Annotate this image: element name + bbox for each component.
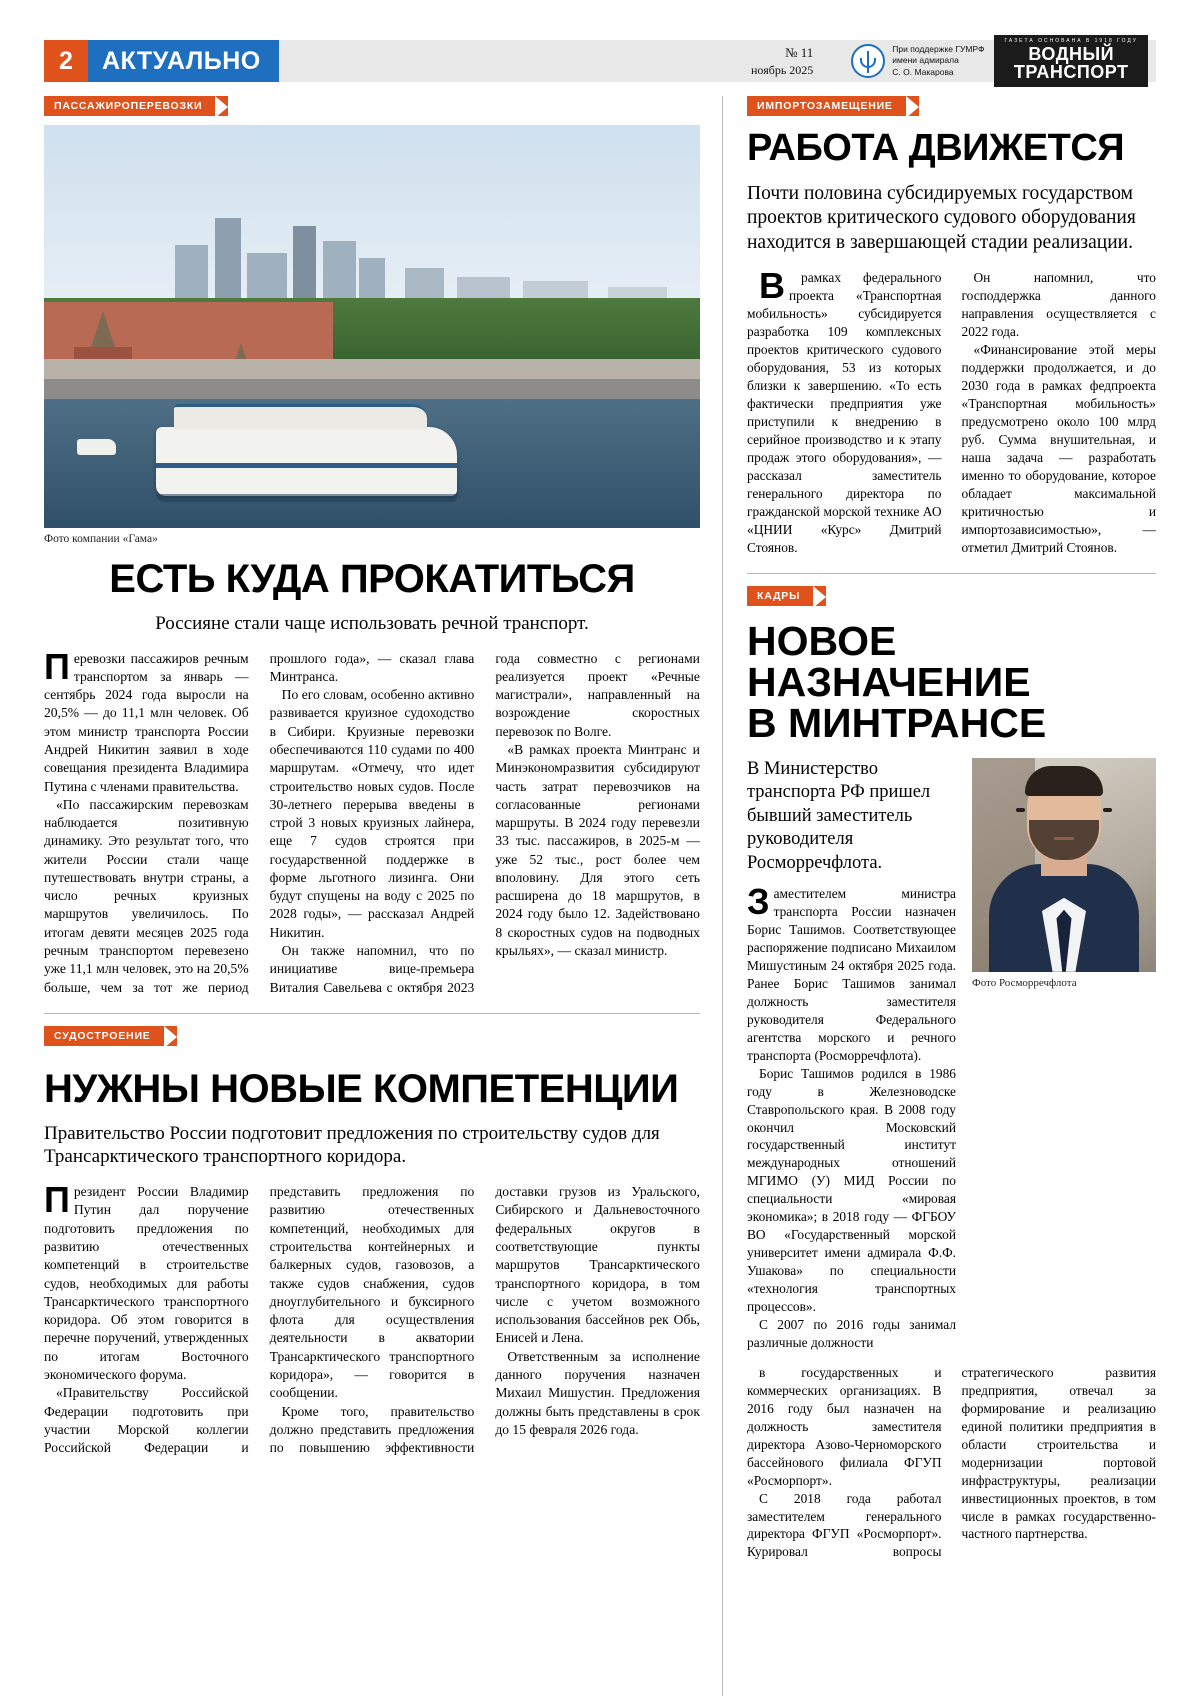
body-import — [747, 265, 1156, 556]
divider — [747, 573, 1156, 574]
paragraph: С 2007 по 2016 годы занимал различные должности — [747, 1316, 956, 1350]
paragraph: «Правительству Российской Федерации подготовить при участии Морской коллегии Российской Федерации и представить предложения по развитию отечественных компетенций, необходимых для строительства контейнерных и балкерных судов, газовозов, а также судов снабжения, судов дноуглубительного и буксирного флота для осуществления деятельности в акватории Трансарктического транспортного коридора», — говорится в сообщении. — [44, 1184, 475, 1456]
paragraph: в государственных и коммерческих организациях. В 2016 году был назначен на должность заместителя директора Азово-Черноморского бассейнового филиала ФГУП «Росморпорт». — [747, 1364, 942, 1488]
support-line-1: При поддержке ГУМРФ — [892, 44, 985, 55]
rubric-personnel: КАДРЫ — [747, 586, 826, 606]
page-columns — [44, 96, 1156, 1696]
headline-main: ЕСТЬ КУДА ПРОКАТИТЬСЯ — [109, 557, 635, 601]
issue-info — [741, 40, 839, 82]
issue-number: № 11 — [785, 45, 814, 61]
paragraph: Президент России Владимир Путин дал поручение подготовить предложения по развитию отечественных компетенций в строительстве судов, необходимых для работы Трансарктического транспортного коридора. Об этом говорится в перечне поручений, утвержденных по итогам Восточного экономического форума. — [44, 1179, 249, 1382]
paragraph: Ответственным за исполнение данного поручения назначен Михаил Мишустин. Предложения должны быть представлены в срок до 15 февраля 2026 года. — [495, 1348, 700, 1437]
gumrf-support — [851, 44, 984, 78]
page-number: 2 — [44, 40, 88, 82]
paragraph: С 2018 года работал заместителем генерального директора ФГУП «Росморпорт». Курировал вопросы стратегического развития предприятия, отвечал за формирование и реализацию единой политики предприятия в области строительства и модернизации портовой инфраструктуры, реализации инвестиционных проектов, в том числе в рамках государственно-частного партнерства. — [747, 1364, 1156, 1560]
paragraph: Борис Ташимов родился в 1986 году в Железноводске Ставропольского края. В 2008 году окончил Московский государственный институт международных отношений МГИМО (У) МИД России по специальности «мировая экономика»; в 2018 году — ФГБОУ ВО «Государственный морской университет имени адмирала Ф.Ф. Ушакова» по специальности «технология транспортных процессов». — [747, 1065, 956, 1315]
appointment-text — [747, 758, 956, 1352]
section-title: АКТУАЛЬНО — [88, 40, 279, 82]
paragraph: По его словам, особенно активно развивается круизное судоходство в Сибири. Круизные перевозки обеспечиваются 110 судами по 400 маршрутам. «Отмечу, что идет строительство новых судов. После 30-летнего перерыва введены в строй 3 новых круизных лайнера, еще 7 судов строятся при государственной поддержке в форме льготного лизинга. Они будут спущены на воду с 2025 по 2028 годы», — рассказал Андрей Никитин. — [269, 687, 475, 940]
photo-caption: Фото компании «Гама» — [44, 533, 158, 545]
appointment-top-block — [747, 758, 1156, 1352]
issue-date: ноябрь 2025 — [751, 62, 814, 77]
headline-line-1: НОВОЕ — [747, 617, 897, 664]
body-main — [44, 645, 700, 997]
support-line-2: имени адмирала — [892, 55, 959, 66]
headline-line-3: В МИНТРАНСЕ — [747, 699, 1047, 746]
rubric-import: ИМПОРТОЗАМЕЩЕНИЕ — [747, 96, 919, 116]
photo-cruise-ship — [156, 427, 458, 496]
rubric-shipbuilding: СУДОСТРОЕНИЕ — [44, 1026, 177, 1046]
anchor-icon — [851, 44, 885, 78]
masthead — [44, 40, 1156, 82]
newspaper-logo — [994, 35, 1148, 86]
standfirst-main: Россияне стали чаще использовать речной транспорт. — [155, 612, 589, 634]
portrait-photo — [972, 758, 1156, 972]
paragraph: Перевозки пассажиров речным транспортом за январь — сентябрь 2024 года выросли на 20,5% — до 11,1 млн человек. Об этом министр транспорта России Андрей Никитин заявил в ходе совещания президента Владимира Путина с членами правительства. — [44, 645, 249, 794]
paragraph: «По пассажирским перевозкам наблюдается позитивную динамику. Это результат того, что жители России стали чаще путешествовать внутри страны, а число речных круизных маршрутов увеличилось. По итогам девяти месяцев 2025 года речным транспортом перевезено уже 11,1 млн человек, это на 20,5% больше, чем за тот же период прошлого года», — сказал глава Минтранса. — [44, 650, 475, 995]
portrait-block — [972, 758, 1156, 1352]
left-column — [44, 96, 722, 1696]
headline-import: РАБОТА ДВИЖЕТСЯ — [747, 127, 1125, 169]
masthead-spacer — [279, 40, 741, 82]
right-column — [722, 96, 1156, 1696]
paragraph: Врамках федерального проекта «Транспортная мобильность» субсидируется разработка 109 комплексных проектов критического судового оборудования, 53 из которых близки к завершению. «То есть фактически предприятия уже приступили к внедрению в серийное производство и к этапу продаж этого оборудования», — рассказал заместитель генерального директора по гражданской морской технике АО «ЦНИИ «Курс» Дмитрий Стоянов. — [747, 265, 942, 555]
standfirst-import: Почти половина субсидируемых государством проектов критического судового оборудования находится в завершающей стадии реализации. — [747, 182, 1136, 253]
paragraph: Кроме того, правительство должно представить предложения по повышению эффективности доставки грузов из Уральского, Сибирского и Дальневосточного федеральных округов в соответствующие пункты маршрутов Трансарктического транспортного коридора, в том числе с учетом возможного использования бассейнов рек Обь, Енисей и Лена. — [269, 1184, 700, 1456]
masthead-right — [839, 40, 1156, 82]
paragraph: Он также напомнил, что по инициативе вице-премьера Виталия Савельева с октября 2023 года совместно с регионами реализуется проект «Речные магистрали», направленный на возрождение скоростных перевозок по Волге. — [269, 650, 700, 995]
logo-line-2: ТРАНСПОРТ — [1013, 61, 1129, 82]
gumrf-support-text — [892, 44, 984, 77]
paragraph: Он напомнил, что господдержка данного направления осуществляется с 2022 года. — [961, 270, 1156, 340]
logo-tagline: ГАЗЕТА ОСНОВАНА В 1918 ГОДУ — [1004, 38, 1138, 45]
divider — [44, 1013, 700, 1014]
standfirst-shipbuilding: Правительство России подготовит предложения по строительству судов для Трансарктического транспортного коридора. — [44, 1122, 660, 1168]
support-line-3: С. О. Макарова — [892, 66, 954, 77]
paragraph: Заместителем министра транспорта России назначен Борис Ташимов. Соответствующее распоряжение подписано Михаилом Мишустиным 24 октября 2025 года. Ранее Борис Ташимов занимал должность заместителя руководителя Федерального агентства морского и речного транспорта (Росморречфлота). — [747, 881, 956, 1063]
logo-line-1: ВОДНЫЙ — [1028, 44, 1115, 65]
headline-appointment — [747, 617, 1156, 746]
body-appointment-continued — [747, 1364, 1156, 1561]
headline-line-2: НАЗНАЧЕНИЕ — [747, 658, 1031, 705]
paragraph: «Финансирование этой меры поддержки продолжается, и до 2030 года в рамках федпроекта «Транспортная мобильность» предусмотрено около 100 млрд руб. Сумма внушительная, и наша задача — разработать именно то оборудование, которое обладает максимальной критичностью и импортозависимостью», — отметил Дмитрий Стоянов. — [961, 342, 1156, 555]
body-shipbuilding — [44, 1179, 700, 1457]
photo-small-boat — [77, 439, 116, 455]
standfirst-appointment: В Министерство транспорта РФ пришел бывший заместитель руководителя Росморречфлота. — [747, 758, 931, 873]
lead-photo — [44, 125, 700, 528]
paragraph: «В рамках проекта Минтранс и Минэкономразвития субсидируют часть затрат перевозчиков на согласованные регионами маршруты. В 2024 году перевезли 33 тыс. пассажиров, в 2025-м — уже 52 тыс., рост более чем вполовину. Для этого сеть расширена до 18 маршрутов, в 2024 году было 12. Задействовано 8 скоростных судов на подводных крыльях», — сказал министр. — [495, 741, 700, 959]
headline-shipbuilding: НУЖНЫ НОВЫЕ КОМПЕТЕНЦИИ — [44, 1066, 679, 1111]
rubric-passenger: ПАССАЖИРОПЕРЕВОЗКИ — [44, 96, 228, 116]
portrait-caption: Фото Росморречфлота — [972, 976, 1077, 989]
